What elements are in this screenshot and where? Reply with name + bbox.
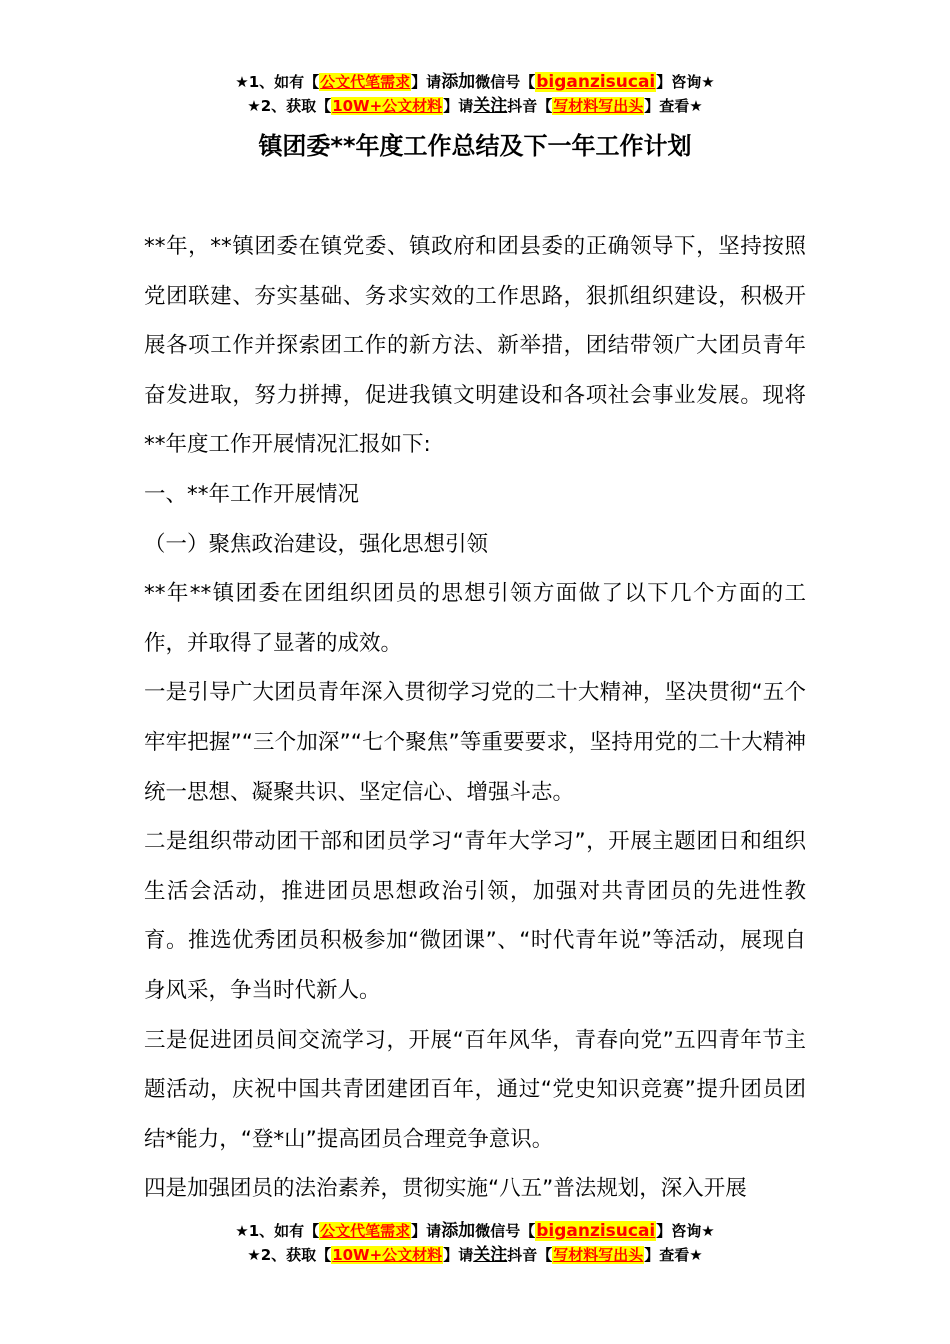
promo-text: 抖音【 (507, 97, 553, 115)
document-body (144, 222, 806, 1214)
promo-wechat-id: biganzisucai (536, 72, 656, 92)
promo-text: ★1、如有【 (235, 73, 320, 91)
promo-text: 微信号【 (475, 73, 536, 91)
document-title: 镇团委**年度工作总结及下一年工作计划 (258, 132, 692, 160)
paragraph: 二是组织带动团干部和团员学习“青年大学习”，开展主题团日和组织生活会活动，推进团员思想政治引领，加强对共青团员的先进性教育。推选优秀团员积极参加“微团课”、“时代青年说”等活动，展现自身风采，争当时代新人。 (144, 829, 806, 1003)
promo-text: 抖音【 (507, 1246, 553, 1264)
promo-line-1 (0, 70, 950, 94)
promo-text: 】咨询★ (656, 73, 715, 91)
heading-subsection-1: （一）聚焦政治建设，强化思想引领 (144, 531, 489, 557)
promo-text: 】请 (443, 97, 474, 115)
promo-douyin-id: 写材料写出头 (553, 1246, 644, 1264)
promo-highlight: 公文代笔需求 (320, 73, 411, 91)
promo-highlight: 10W+公文材料 (332, 97, 443, 115)
promo-text: 】咨询★ (656, 1222, 715, 1240)
promo-emphasis: 关注 (473, 1245, 508, 1265)
promo-text: 】请 (411, 73, 442, 91)
paragraph: 四是加强团员的法治素养，贯彻实施“八五”普法规划，深入开展 (144, 1176, 747, 1202)
promo-header (0, 70, 950, 118)
paragraph: 三是促进团员间交流学习，开展“百年风华，青春向党”五四青年节主题活动，庆祝中国共青团建团百年，通过“党史知识竞赛”提升团员团结*能力，“登*山”提高团员合理竞争意识。 (144, 1027, 806, 1152)
promo-text: 】查看★ (644, 1246, 703, 1264)
promo-emphasis: 关注 (473, 96, 508, 116)
paragraph: **年**镇团委在团组织团员的思想引领方面做了以下几个方面的工作，并取得了显著的成效。 (144, 581, 806, 656)
promo-text: 】查看★ (644, 97, 703, 115)
heading-section-1: 一、**年工作开展情况 (144, 481, 360, 507)
promo-emphasis: 添加 (441, 1221, 476, 1241)
promo-text: 】请 (443, 1246, 474, 1264)
promo-line-2 (0, 1243, 950, 1267)
promo-text: 微信号【 (475, 1222, 536, 1240)
promo-text: ★1、如有【 (235, 1222, 320, 1240)
promo-highlight: 公文代笔需求 (320, 1222, 411, 1240)
promo-douyin-id: 写材料写出头 (553, 97, 644, 115)
promo-wechat-id: biganzisucai (536, 1221, 656, 1241)
paragraph: 一是引导广大团员青年深入贯彻学习党的二十大精神，坚决贯彻“五个牢牢把握”“三个加深”“七个聚焦”等重要要求，坚持用党的二十大精神统一思想、凝聚共识、坚定信心、增强斗志。 (144, 680, 806, 805)
promo-line-1 (0, 1219, 950, 1243)
promo-footer (0, 1219, 950, 1267)
promo-text: ★2、获取【 (247, 1246, 332, 1264)
promo-emphasis: 添加 (441, 72, 476, 92)
promo-highlight: 10W+公文材料 (332, 1246, 443, 1264)
promo-line-2 (0, 94, 950, 118)
promo-text: 】请 (411, 1222, 442, 1240)
promo-text: ★2、获取【 (247, 97, 332, 115)
paragraph-intro: **年，**镇团委在镇党委、镇政府和团县委的正确领导下，坚持按照党团联建、夯实基础、务求实效的工作思路，狠抓组织建设，积极开展各项工作并探索团工作的新方法、新举措，团结带领广大团员青年奋发进取，努力拼搏，促进我镇文明建设和各项社会事业发展。现将**年度工作开展情况汇报如下: (144, 234, 806, 458)
